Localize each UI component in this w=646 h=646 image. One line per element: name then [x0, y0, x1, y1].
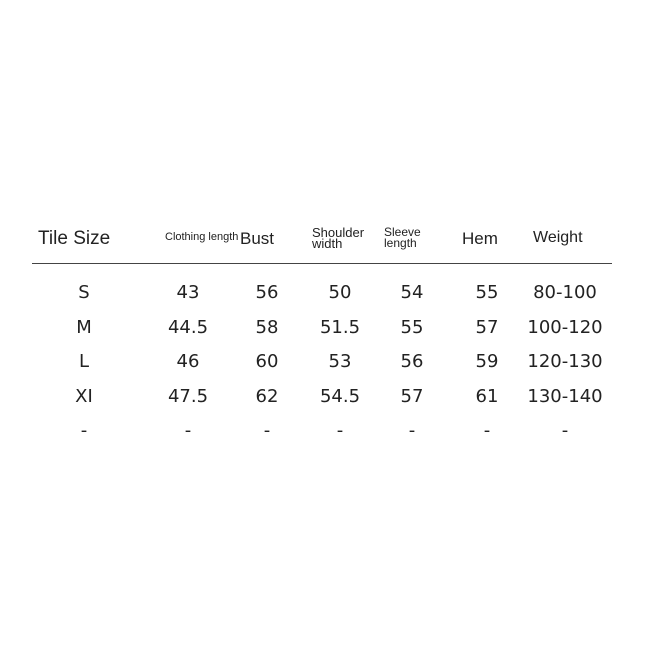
cell-weight: -: [561, 420, 569, 441]
cell-shoulder-width: 54.5: [319, 386, 361, 407]
cell-hem: 57: [475, 317, 499, 338]
cell-clothing-length: 47.5: [167, 386, 209, 407]
cell-bust: 58: [255, 317, 279, 338]
header-hem: Hem: [462, 229, 498, 248]
cell-shoulder-width: 53: [328, 351, 352, 372]
header-clothing-length: Clothing length: [165, 231, 239, 243]
cell-size: L: [78, 351, 90, 372]
table-row: [0, 316, 646, 340]
cell-sleeve-length: 57: [400, 386, 424, 407]
header-weight: Weight: [533, 229, 583, 246]
table-row: [0, 281, 646, 305]
cell-hem: 55: [475, 282, 499, 303]
header-shoulder-width: Shoulder width: [312, 225, 365, 251]
cell-size: S: [78, 282, 90, 303]
cell-bust: 56: [255, 282, 279, 303]
cell-bust: 60: [255, 351, 279, 372]
cell-size: -: [80, 420, 88, 441]
cell-bust: -: [263, 420, 271, 441]
cell-sleeve-length: 54: [400, 282, 424, 303]
cell-sleeve-length: -: [408, 420, 416, 441]
cell-weight: 80-100: [533, 282, 597, 303]
table-row: [0, 350, 646, 374]
cell-bust: 62: [255, 386, 279, 407]
cell-sleeve-length: 55: [400, 317, 424, 338]
cell-shoulder-width: 50: [328, 282, 352, 303]
cell-hem: -: [483, 420, 491, 441]
header-divider: [32, 263, 612, 264]
table-row: [0, 419, 646, 443]
cell-size: XI: [75, 386, 93, 407]
cell-sleeve-length: 56: [400, 351, 424, 372]
cell-hem: 61: [475, 386, 499, 407]
header-size: Tile Size: [38, 228, 111, 249]
cell-clothing-length: 46: [176, 351, 200, 372]
cell-clothing-length: -: [184, 420, 192, 441]
cell-shoulder-width: -: [336, 420, 344, 441]
header-sleeve-length: Sleeve length: [384, 225, 421, 250]
cell-weight: 130-140: [527, 386, 603, 407]
table-row: [0, 385, 646, 409]
cell-clothing-length: 44.5: [167, 317, 209, 338]
cell-hem: 59: [475, 351, 499, 372]
cell-clothing-length: 43: [176, 282, 200, 303]
header-bust: Bust: [240, 229, 275, 248]
cell-weight: 100-120: [527, 317, 603, 338]
cell-weight: 120-130: [527, 351, 603, 372]
cell-size: M: [76, 317, 92, 338]
cell-shoulder-width: 51.5: [319, 317, 361, 338]
